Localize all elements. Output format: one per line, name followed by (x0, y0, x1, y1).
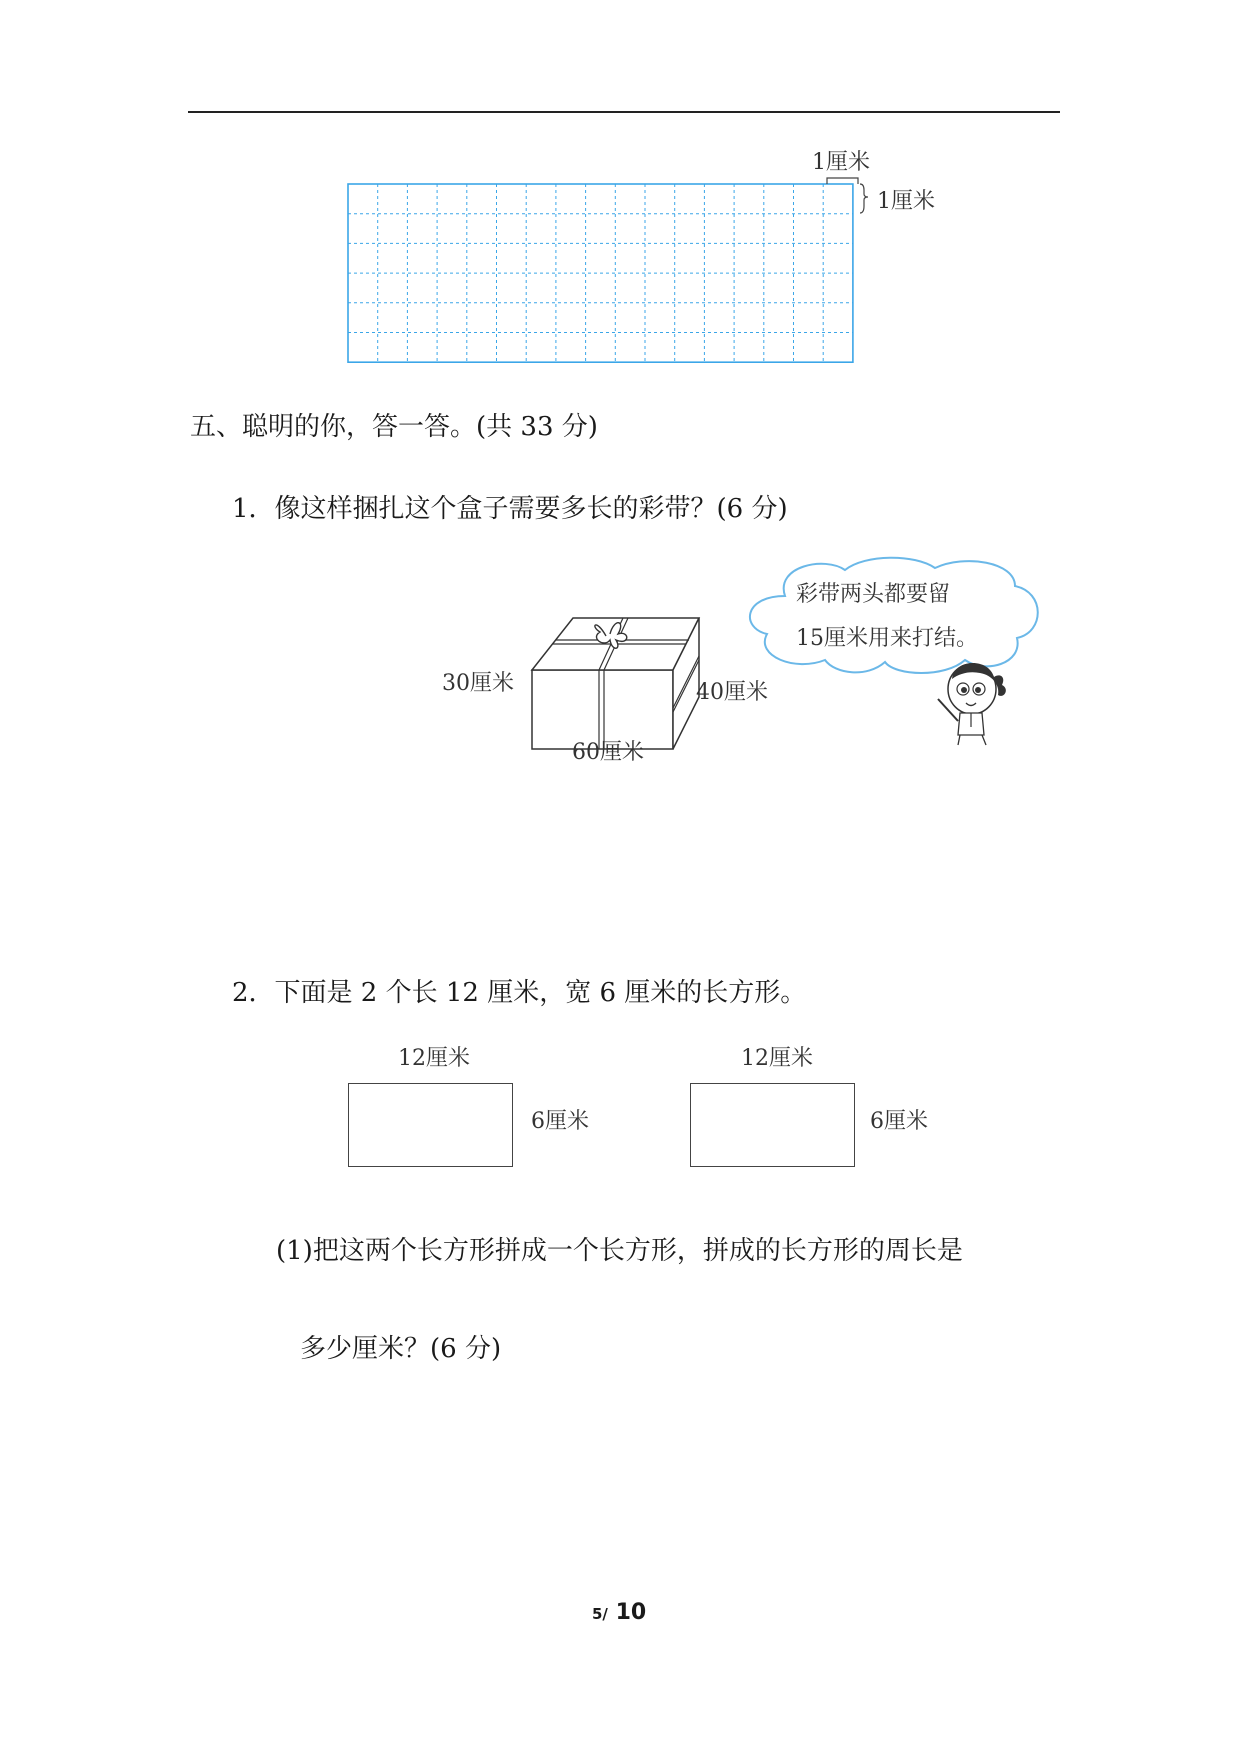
teacher-character-illustration (930, 655, 1015, 750)
box-length-label: 60厘米 (572, 740, 644, 765)
rect-1-length-label: 12厘米 (398, 1046, 470, 1071)
rectangle-1 (348, 1083, 513, 1167)
grid-cell-height-label: 1厘米 (877, 189, 935, 214)
page-number (592, 1600, 646, 1625)
question-2-text: 2．下面是 2 个长 12 厘米，宽 6 厘米的长方形。 (232, 978, 807, 1008)
cell-width-bracket (827, 178, 858, 184)
question-2-sub-1-line-2: 多少厘米？(6 分) (300, 1334, 502, 1364)
gift-box-figure (520, 610, 720, 750)
question-1-text: 1．像这样捆扎这个盒子需要多长的彩带？(6 分) (232, 494, 788, 524)
header-rule (188, 111, 1060, 113)
bubble-line-1: 彩带两头都要留 (796, 582, 951, 607)
question-2-sub-1-line-1: (1)把这两个长方形拼成一个长方形，拼成的长方形的周长是 (276, 1236, 963, 1266)
bubble-line-2: 15厘米用来打结。 (796, 626, 978, 651)
rectangle-2 (690, 1083, 855, 1167)
box-depth-label: 40厘米 (696, 680, 768, 705)
rect-1-width-label: 6厘米 (531, 1109, 589, 1134)
page-current: 5/ (592, 1605, 608, 1623)
section-title: 五、聪明的你，答一答。(共 33 分) (190, 412, 598, 442)
rect-2-length-label: 12厘米 (741, 1046, 813, 1071)
square-grid (340, 170, 880, 370)
box-height-label: 30厘米 (442, 671, 514, 696)
cell-height-brace (860, 184, 868, 213)
grid-cell-width-label: 1厘米 (812, 150, 870, 175)
page-total: 10 (615, 1600, 647, 1625)
rect-2-width-label: 6厘米 (870, 1109, 928, 1134)
